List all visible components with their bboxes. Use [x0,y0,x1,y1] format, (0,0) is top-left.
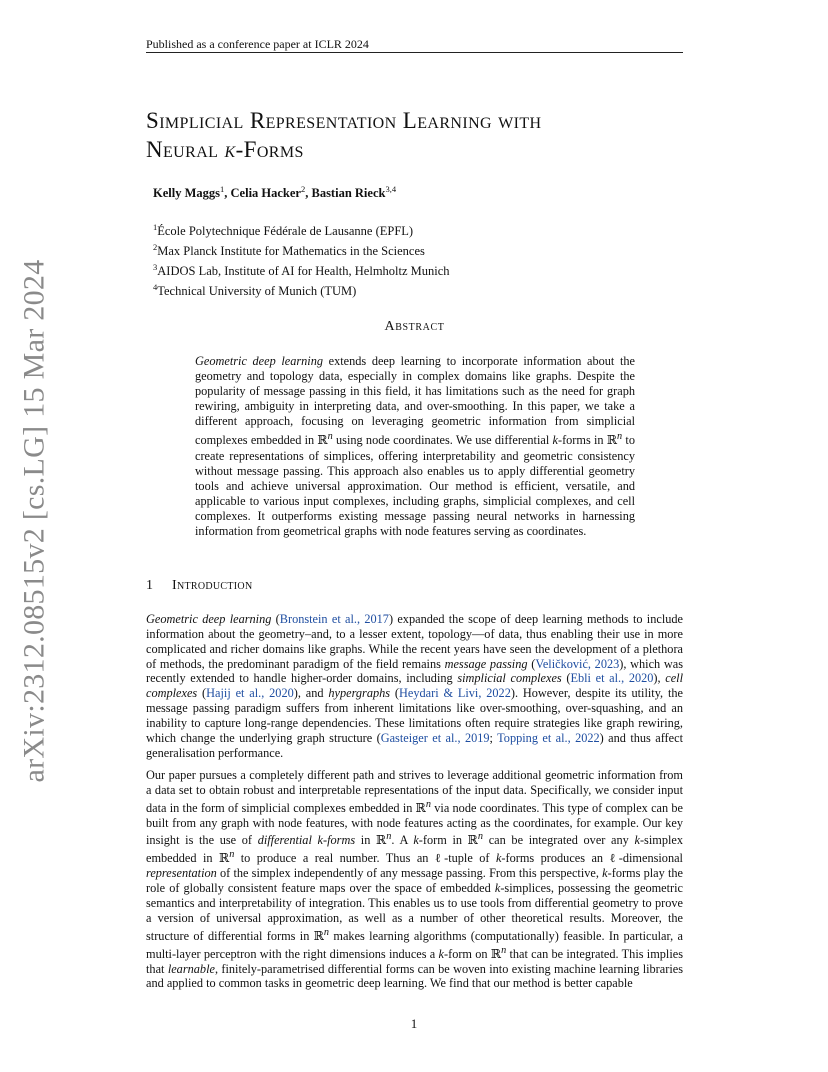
title-line-2-b: -Forms [235,137,304,162]
abstract-text: extends deep learning to incorporate information about the geometry and topology data, especially in complex domains like graphs. Despite the popularity of message passing in this field, it has limitations such as the need for graph rewiring, ambiguity in interpreting data, and over-smoothing. In this paper, we take a different approach, focusing on leveraging geometric information from simplicial complexes embedded in ℝ [195,354,635,448]
emphasis: representation [146,866,217,881]
citation-link[interactable]: Gasteiger et al., 2019 [380,730,490,745]
author-name: Celia Hacker [230,186,301,201]
body-text: ). However, despite its utility, the message passing paradigm suffers from inherent limitations like over-smoothing, over-squashing, and an inability to capture long-range dependencies. These limitations often require strategies like graph rewiring, which change the underlying graph structure ( [146,686,683,745]
affiliation-text: Technical University of Munich (TUM) [157,284,357,299]
abstract-text: to create representations of simplices, offering interpretability and geometric consistency without message passing. This approach also enables us to apply differential geometry tools and achieve universal approximation. Our method is efficient, versatile, and applicable to various input complexes, including graphs, simplicial complexes, and cell complexes. It outperforms existing message passing neural networks in harnessing information from geometrical graphs with node features serving as coordinates. [195,433,635,539]
affiliation-text: École Polytechnique Fédérale de Lausanne (EPFL) [157,224,414,239]
affiliation-line [153,219,450,239]
affiliation-text: AIDOS Lab, Institute of AI for Health, Helmholtz Munich [157,264,450,279]
body-text: that can be integrated. This implies that [146,946,684,976]
intro-lead: Geometric deep learning [146,612,272,626]
section-heading [146,578,252,594]
body-text: . A [391,833,414,848]
affiliation-line [153,259,450,279]
citation-link[interactable]: Bronstein et al., 2017 [279,612,389,626]
emphasis: differential k-forms [257,833,356,848]
abstract-text: using node coordinates. We use differential [332,433,553,448]
body-text: -form in ℝ [418,833,478,848]
abstract-body: Geometric deep learning extends deep learning to incorporate information about the geometry and topology data, especially in complex domains like graphs. Despite the popularity of message passing in this field, it has limitations such as the need for graph rewiring, ambiguity in interpreting data, and over-smoothing. In this paper, we take a different approach, focusing on leveraging geometric information from simplicial complexes embedded in ℝ$^n$ using node coordinates. We use differential k-forms in ℝ$^n$ to create representations of simplices, offering interpretability and geometric consistency without message passing. This approach also enables us to apply differential geometry tools and achieve universal approximation. Our method is efficient, versatile, and applicable to various input complexes, including graphs, simplicial complexes, and cell complexes. It outperforms existing message passing neural networks in harnessing information from geometrical graphs with node features serving as coordinates. [195,354,635,539]
running-head: Published as a conference paper at ICLR 2024 [146,37,369,51]
body-text: to produce a real number. Thus an ℓ-tuple of [234,851,496,866]
body-text: ) and thus affect generalisation performance. [146,730,683,760]
title-line-2-a: Neural [146,137,225,162]
section-number: 1 [146,578,154,593]
author-affil-mark: 2 [300,184,306,194]
affiliation-line [153,279,450,299]
affiliation-mark: 1 [153,222,158,232]
abstract-heading: Abstract [384,319,445,334]
body-text: of the simplex independently of any message passing. From this perspective, [216,866,603,881]
emphasis: message passing [444,656,528,671]
title-k: k [224,137,236,162]
body-text: -form on ℝ [444,946,502,961]
affiliation-mark: 3 [153,262,158,273]
author-affil-mark: 3,4 [385,184,397,194]
author-name: Kelly Maggs [153,186,221,201]
page-number: 1 [410,1016,418,1031]
body-text: expanded the scope of deep learning methods to include information about the geometry–and, to a lesser extent, topology—of data, thus enabling their use in more complicated and richer domains like graphs. While the recent years have seen the development of a plethora of methods, the predominant paradigm of the field remains [146,612,683,671]
citation-link[interactable]: Heydari & Livi, 2022 [399,686,511,701]
abstract-text: -forms in ℝ [557,433,618,448]
body-text: in ℝ [355,833,387,848]
section-title: Introduction [172,578,253,593]
body-text: , finitely-parametrised differential forms can be woven into existing machine learning libraries and applied to common tasks in geometric deep learning. We find that our method is better capable [146,961,683,991]
body-text: -simplex embedded in ℝ [146,833,683,866]
title-line-2 [146,135,686,164]
emphasis: learnable [167,961,215,976]
body-text: ), and [293,686,329,701]
paper-title [146,106,686,164]
intro-paragraph-2: Our paper pursues a completely different path and strives to leverage additional geometric information from a data set to obtain robust and interpretable representations of the input data. Specifically, we consider input data in the form of simplicial complexes embedded in ℝ$^n$ via node coordinates. This type of complex can be built from any graph with node features, with node features acting as the coordinates, for example. Our key insight is the use of differential k-forms in ℝ$^n$. A k-form in ℝ$^n$ can be integrated over any k-simplex embedded in ℝ$^n$ to produce a real number. Thus an ℓ-tuple of k-forms produces an ℓ-dimensional representation of the simplex independently of any message passing. From this perspective, k-forms play the role of globally consistent feature maps over the space of embedded k-simplices, possessing the geometric semantics and interpretability of integration. This enables us to use tools from differential geometry to prove a version of universal approximation, as well as a number of other theoretical results. Moreover, the structure of differential forms in ℝ$^n$ makes learning algorithms (computationally) feasible. In particular, a multi-layer perceptron with the right dimensions induces a k-form on ℝ$^n$ that can be integrated. This implies that learnable, finitely-parametrised differential forms can be woven into existing machine learning libraries and applied to common tasks in geometric deep learning. We find that our method is better capable [146,768,684,991]
citation-link[interactable]: Veličković, 2023 [535,656,620,671]
body-text: makes learning algorithms (computationally) feasible. In particular, a multi-layer perceptron with the right dimensions induces a [146,928,683,961]
title-line-1: Simplicial Representation Learning with [146,108,542,133]
body-text: ), which was recently extended to handle higher-order domains, including [146,656,684,686]
body-text: Our paper pursues a completely different path and strives to leverage additional geometric information from a data set to obtain robust and interpretable representations of the input data. Specifically, we consider input data in the form of simplicial complexes embedded in ℝ [146,768,683,815]
author-name: Bastian Rieck [311,186,386,201]
affiliation-mark: 4 [153,282,158,293]
abstract-lead: Geometric deep learning [195,354,324,368]
citation-link[interactable]: Ebli et al., 2020 [570,671,654,686]
affiliation-line [153,239,450,259]
body-text: can be integrated over any [483,833,635,848]
affiliation-list [153,219,450,300]
citation-link[interactable]: Topping et al., 2022 [497,730,600,745]
body-text: -forms play the role of globally consistent feature maps over the space of embedded [146,866,683,896]
affiliation-text: Max Planck Institute for Mathematics in the Sciences [157,244,425,259]
arxiv-stamp-text: arXiv:2312.08515v2 [cs.LG] 15 Mar 2024 [17,259,51,783]
emphasis: simplicial complexes [457,671,562,686]
affiliation-mark: 2 [153,242,158,253]
body-text: -simplices, possessing the geometric semantics and interpretability of integration. This enables us to use tools from differential geometry to prove a version of universal approximation, as well as a number of other theoretical results. Moreover, the structure of differential forms in ℝ [146,881,684,943]
intro-paragraph-1: Geometric deep learning (Bronstein et al., 2017) expanded the scope of deep learning methods to include information about the geometry–and, to a lesser extent, topology—of data, thus enabling their use in more complicated and richer domains like graphs. While the recent years have seen the development of a plethora of methods, the predominant paradigm of the field remains message passing (Veličković, 2023), which was recently extended to handle higher-order domains, including simplicial complexes (Ebli et al., 2020), cell complexes (Hajij et al., 2020), and hypergraphs (Heydari & Livi, 2022). However, despite its utility, the message passing paradigm suffers from inherent limitations like over-smoothing, over-squashing, and an inability to capture long-range dependencies. These limitations often require strategies like graph rewiring, which change the underlying graph structure (Gasteiger et al., 2019; Topping et al., 2022) and thus affect generalisation performance. [146,612,684,760]
arxiv-stamp [8,259,60,783]
emphasis: cell complexes [146,671,683,701]
body-text: -forms produces an ℓ-dimensional [501,851,683,866]
author-affil-mark: 1 [220,184,225,194]
citation-link[interactable]: Hajij et al., 2020 [206,686,294,701]
emphasis: hypergraphs [328,686,391,701]
header-rule [146,52,683,53]
body-text: via node coordinates. This type of complex can be built from any graph with node features, with node features acting as the coordinates, for example. Our key insight is the use of [146,800,683,848]
author-list: Kelly Maggs$^1$, Celia Hacker$^2$, Bastian Rieck$^{3,4}$ [153,184,397,201]
